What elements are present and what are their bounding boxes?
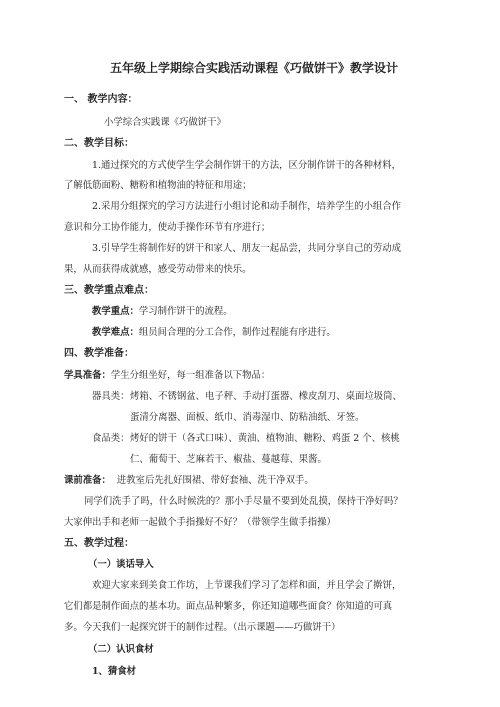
goal-1-line-1: 1.通过探究的方式使学生学会制作饼干的方法，区分制作饼干的各种材料， (92, 160, 401, 171)
section-heading-process: 五、教学过程： (64, 538, 134, 549)
wash-line-1: 同学们洗手了吗，什么时候洗的？那小手尽量不要到处乱摸，保持干净好吗？ (84, 496, 403, 507)
difficulty-row (92, 328, 336, 337)
subheading-ingredients: （二）认识食材 (88, 644, 154, 655)
difficulty-label: 教学难点： (92, 327, 139, 338)
goal-2-line-1: 2.采用分组探究的学习方法进行小组讨论和动手制作，培养学生的小组合作 (92, 201, 401, 212)
key-point-row (92, 307, 233, 316)
wash-line-2: 大家伸出手和老师一起做个手指操好不好？（带领学生做手指操） (64, 517, 336, 528)
tools-text: 学生分组坐好，每一组准备以下物品： (110, 370, 271, 381)
pre-class-text: 进教室后先扎好围裙、带好套袖、洗干净双手。 (116, 475, 314, 486)
section-heading-goals: 二、教学目标： (64, 138, 134, 149)
intro-line-2: 它们都是制作面点的基本功。面点品种繁多，你还知道哪些面食？你知道的可真 (64, 601, 393, 612)
food-line-1: 烤好的饼干（各式口味）、黄油、植物油、糖粉、鸡蛋 2 个、核桃 (130, 433, 400, 444)
key-point-text: 学习制作饼干的流程。 (138, 306, 233, 317)
goal-1-line-2: 了解低筋面粉、糖粉和植物油的特征和用途； (64, 180, 252, 191)
goal-3-line-2: 果，从而获得成就感，感受劳动带来的快乐。 (64, 264, 252, 275)
section-heading-preparation: 四、教学准备： (64, 348, 134, 359)
content-text: 小学综合实践课《巧做饼干》 (104, 117, 226, 128)
goal-3-line-1: 3.引导学生将制作好的饼干和家人、朋友一起品尝，共同分享自己的劳动成 (92, 243, 401, 254)
food-line-2: 仁、葡萄干、芝麻若干、椒盐、蔓越莓、果酱。 (130, 454, 327, 465)
item-guess-ingredients: 1、猜食材 (92, 666, 137, 677)
section-heading-key-points: 三、教学重点难点： (64, 285, 154, 296)
tools-label: 学具准备： (64, 370, 111, 381)
pre-class-label: 课前准备： (64, 475, 111, 486)
section-heading-content: 一、 教学内容： (64, 94, 138, 105)
tools-row (64, 371, 270, 380)
difficulty-text: 组员间合理的分工合作，制作过程能有序进行。 (138, 327, 336, 338)
equipment-line-2: 蛋清分离器、面板、纸巾、消毒湿巾、防粘油纸、牙签。 (130, 412, 365, 423)
subheading-intro: （一）谈话导入 (88, 559, 154, 570)
intro-line-1: 欢迎大家来到美食工作坊，上节课我们学习了怎样和面，并且学会了擀饼， (92, 580, 402, 591)
equipment-line-1: 烤箱、不锈钢盆、电子秤、手动打蛋器、橡皮刮刀、桌面垃圾筒、 (130, 391, 402, 402)
equipment-label: 器具类： (92, 391, 130, 402)
food-label: 食品类： (92, 433, 130, 444)
goal-2-line-2: 意识和分工协作能力，使动手操作环节有序进行； (64, 222, 271, 233)
key-point-label: 教学重点： (92, 306, 139, 317)
intro-line-3: 多。今天我们一起探究饼干的制作过程。（出示课题——巧做饼干） (64, 622, 341, 633)
pre-class-row (64, 476, 314, 485)
document-title: 五年级上学期综合实践活动课程《巧做饼干》教学设计 (110, 61, 399, 75)
